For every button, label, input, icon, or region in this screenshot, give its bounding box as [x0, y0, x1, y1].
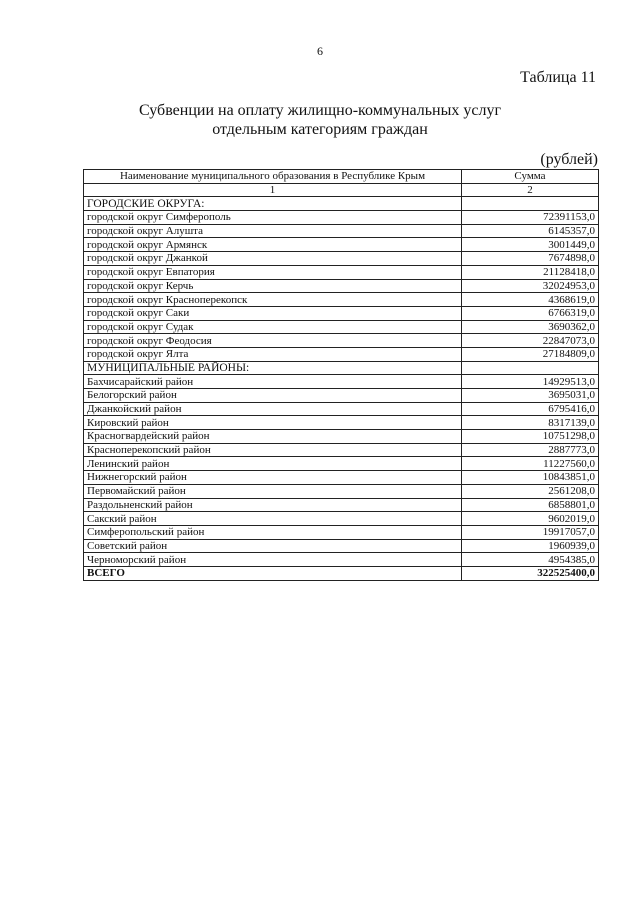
row-value: 6795416,0: [462, 402, 599, 416]
title-line-1: Субвенции на оплату жилищно-коммунальных услуг: [138, 102, 502, 119]
page-number: 6: [317, 44, 323, 58]
row-value: 2561208,0: [462, 484, 599, 498]
row-value: [462, 361, 599, 375]
row-value: 21128418,0: [462, 265, 599, 279]
table-row: [84, 279, 599, 293]
table-row: [84, 484, 599, 498]
row-value: 14929513,0: [462, 375, 599, 389]
row-name: Белогорский район: [84, 389, 462, 403]
table-row: [84, 512, 599, 526]
row-name: Ленинский район: [84, 457, 462, 471]
row-value: 3695031,0: [462, 389, 599, 403]
table-row: [84, 306, 599, 320]
table-row: [84, 238, 599, 252]
row-name: МУНИЦИПАЛЬНЫЕ РАЙОНЫ:: [84, 361, 462, 375]
table-row: [84, 224, 599, 238]
unit-label: (рублей): [540, 151, 598, 168]
table-row: [84, 471, 599, 485]
column-number-row: [84, 183, 599, 197]
section-row: [84, 361, 599, 375]
row-value: 10751298,0: [462, 430, 599, 444]
title-line-2: отдельным категориям граждан: [212, 121, 428, 138]
row-value: 32024953,0: [462, 279, 599, 293]
row-name: Первомайский район: [84, 484, 462, 498]
table-label: Таблица 11: [520, 69, 596, 86]
row-name: Красноперекопский район: [84, 443, 462, 457]
row-name: ВСЕГО: [84, 566, 462, 580]
column-number-1: 1: [84, 183, 462, 197]
row-value: 6145357,0: [462, 224, 599, 238]
row-name: Джанкойский район: [84, 402, 462, 416]
row-name: городской округ Красноперекопск: [84, 293, 462, 307]
row-name: Симферопольский район: [84, 525, 462, 539]
row-value: 11227560,0: [462, 457, 599, 471]
row-value: 22847073,0: [462, 334, 599, 348]
header-name: Наименование муниципального образования в Республике Крым: [84, 170, 462, 184]
row-name: Бахчисарайский район: [84, 375, 462, 389]
row-name: городской округ Симферополь: [84, 211, 462, 225]
row-name: Черноморский район: [84, 553, 462, 567]
row-value: 9602019,0: [462, 512, 599, 526]
table-row: [84, 293, 599, 307]
section-row: [84, 197, 599, 211]
table-row: [84, 553, 599, 567]
table-row: [84, 416, 599, 430]
document-title: [0, 101, 640, 139]
row-name: городской округ Керчь: [84, 279, 462, 293]
row-value: 7674898,0: [462, 252, 599, 266]
table-row: [84, 320, 599, 334]
row-value: 6858801,0: [462, 498, 599, 512]
table-row: [84, 389, 599, 403]
table-row: [84, 443, 599, 457]
row-name: Сакский район: [84, 512, 462, 526]
row-value: 322525400,0: [462, 566, 599, 580]
row-value: 72391153,0: [462, 211, 599, 225]
row-name: городской округ Феодосия: [84, 334, 462, 348]
row-value: 27184809,0: [462, 347, 599, 361]
table-row: [84, 525, 599, 539]
table-row: [84, 457, 599, 471]
row-name: городской округ Армянск: [84, 238, 462, 252]
row-value: 2887773,0: [462, 443, 599, 457]
row-value: [462, 197, 599, 211]
row-name: Раздольненский район: [84, 498, 462, 512]
row-value: 4954385,0: [462, 553, 599, 567]
table-row: [84, 265, 599, 279]
row-value: 4368619,0: [462, 293, 599, 307]
row-value: 3001449,0: [462, 238, 599, 252]
column-number-2: 2: [462, 183, 599, 197]
row-name: городской округ Джанкой: [84, 252, 462, 266]
row-name: ГОРОДСКИЕ ОКРУГА:: [84, 197, 462, 211]
row-name: городской округ Судак: [84, 320, 462, 334]
table-row: [84, 334, 599, 348]
row-value: 8317139,0: [462, 416, 599, 430]
row-value: 19917057,0: [462, 525, 599, 539]
header-row: [84, 170, 599, 184]
table-body: [84, 197, 599, 580]
table-row: [84, 347, 599, 361]
row-name: городской округ Алушта: [84, 224, 462, 238]
row-name: городской округ Саки: [84, 306, 462, 320]
subvention-table: [83, 169, 599, 581]
table-row: [84, 252, 599, 266]
header-sum: Сумма: [462, 170, 599, 184]
table-row: [84, 375, 599, 389]
row-name: Советский район: [84, 539, 462, 553]
table-row: [84, 498, 599, 512]
row-value: 10843851,0: [462, 471, 599, 485]
total-row: [84, 566, 599, 580]
table-row: [84, 430, 599, 444]
row-name: городской округ Евпатория: [84, 265, 462, 279]
table-row: [84, 402, 599, 416]
table-row: [84, 539, 599, 553]
table-row: [84, 211, 599, 225]
row-name: городской округ Ялта: [84, 347, 462, 361]
row-name: Нижнегорский район: [84, 471, 462, 485]
row-name: Кировский район: [84, 416, 462, 430]
row-value: 6766319,0: [462, 306, 599, 320]
row-value: 1960939,0: [462, 539, 599, 553]
row-value: 3690362,0: [462, 320, 599, 334]
row-name: Красногвардейский район: [84, 430, 462, 444]
